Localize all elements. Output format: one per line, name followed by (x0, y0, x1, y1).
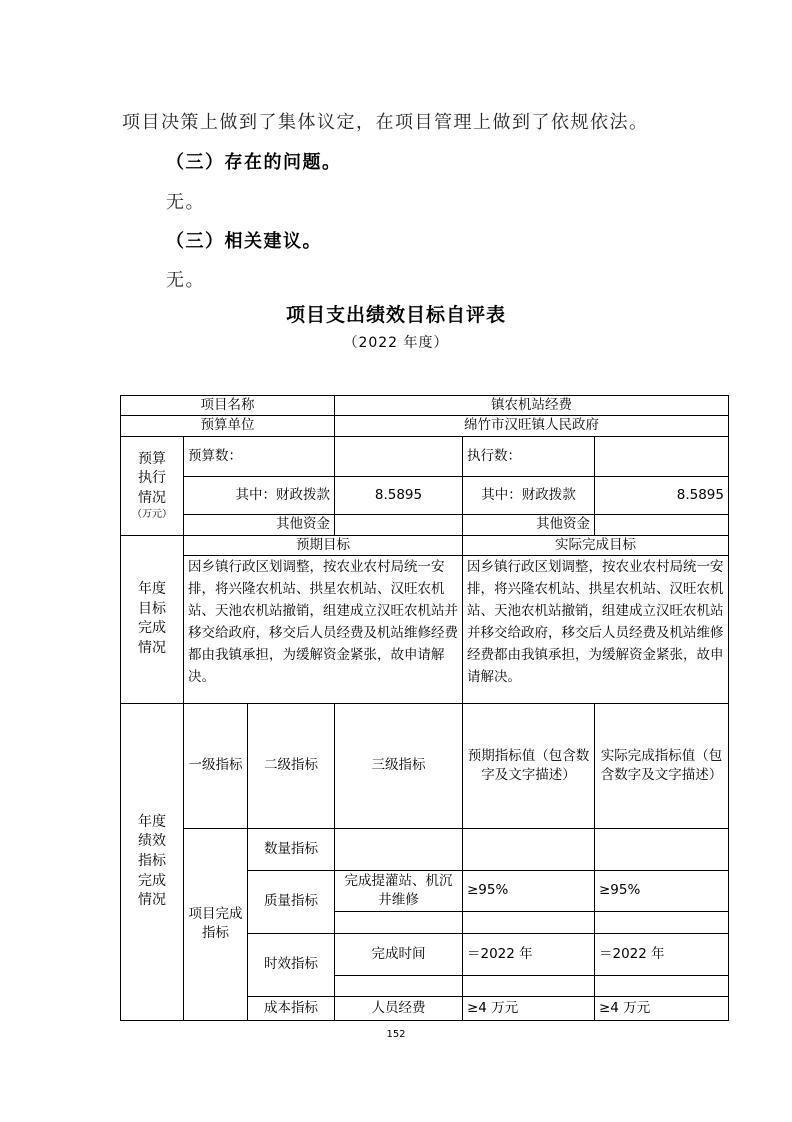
cost-expected: ≥4 万元 (463, 996, 595, 1020)
other-funds-value-2 (595, 514, 729, 535)
annual-goal-label (121, 535, 184, 703)
level1-header: 一级指标 (184, 703, 248, 828)
timeliness-item-2 (335, 975, 463, 996)
other-funds-value-1 (335, 514, 463, 535)
paragraph-line: 项目决策上做到了集体议定，在项目管理上做到了依规依法。 (122, 112, 649, 133)
level2-header: 二级指标 (248, 703, 335, 828)
expected-value-header: 预期指标值（包含数字及文字描述） (463, 703, 595, 828)
quantity-expected (463, 828, 595, 870)
fiscal-value-1: 8.5895 (335, 476, 463, 514)
fiscal-value-2: 8.5895 (595, 476, 729, 514)
quantity-label: 数量指标 (248, 828, 335, 870)
timeliness-expected: ＝2022 年 (463, 933, 595, 975)
cost-label: 成本指标 (248, 996, 335, 1020)
actual-value-header: 实际完成指标值（包含数字及文字描述） (595, 703, 729, 828)
quality-label: 质量指标 (248, 870, 335, 933)
timeliness-expected-2 (463, 975, 595, 996)
exec-amount-value (595, 436, 729, 476)
timeliness-actual: ＝2022 年 (595, 933, 729, 975)
perf-label (121, 703, 184, 1020)
section-heading-suggestions: （三）相关建议。 (166, 231, 322, 252)
budget-unit-label: 预算单位 (121, 415, 335, 436)
quantity-actual (595, 828, 729, 870)
cost-actual: ≥4 万元 (595, 996, 729, 1020)
project-name-label: 项目名称 (121, 396, 335, 416)
level3-header: 三级指标 (335, 703, 463, 828)
perf-label-text: 年度绩效指标完成情况 (138, 813, 166, 909)
quantity-item (335, 828, 463, 870)
page-number: 152 (386, 1029, 406, 1040)
annual-goal-label-text: 年度目标完成情况 (138, 581, 166, 656)
timeliness-label: 时效指标 (248, 933, 335, 996)
other-funds-label-1: 其他资金 (184, 514, 335, 535)
table-title: 项目支出绩效目标自评表 (285, 304, 506, 326)
quality-actual-2 (595, 911, 729, 933)
budget-amount-label: 预算数： (184, 436, 335, 476)
project-name-value: 镇农机站经费 (335, 396, 729, 416)
expected-goal-header: 预期目标 (184, 535, 463, 555)
actual-goal-text: 因乡镇行政区划调整，按农业农村局统一安排，将兴隆农机站、拱星农机站、汉旺农机站、天池农机站撤销，组建成立汉旺农机站并移交给政府，移交后人员经费及机站维修经费都由我镇承担，为缓解资金紧张，故申请解决。 (463, 555, 729, 703)
fiscal-label-2: 其中：财政拨款 (463, 476, 595, 514)
timeliness-item: 完成时间 (335, 933, 463, 975)
actual-goal-header: 实际完成目标 (463, 535, 729, 555)
output-label: 项目完成指标 (184, 828, 248, 1020)
quality-item-2 (335, 911, 463, 933)
budget-exec-label-text: 预算执行情况 (138, 450, 166, 506)
quality-actual: ≥95% (595, 870, 729, 911)
fiscal-label-1: 其中：财政拨款 (184, 476, 335, 514)
quality-expected: ≥95% (463, 870, 595, 911)
problems-text: 无。 (166, 192, 205, 213)
exec-amount-label: 执行数： (463, 436, 595, 476)
section-heading-problems: （三）存在的问题。 (166, 152, 342, 173)
table-year: （2022 年度） (343, 335, 449, 351)
budget-exec-label (121, 436, 184, 535)
cost-item: 人员经费 (335, 996, 463, 1020)
suggestions-text: 无。 (166, 270, 205, 291)
performance-table (120, 395, 729, 1021)
expected-goal-text: 因乡镇行政区划调整，按农业农村局统一安排，将兴隆农机站、拱星农机站、汉旺农机站、天池农机站撤销，组建成立汉旺农机站并移交给政府，移交后人员经费及机站维修经费都由我镇承担，为缓解资金紧张，故申请解决。 (184, 555, 463, 703)
budget-amount-value (335, 436, 463, 476)
timeliness-actual-2 (595, 975, 729, 996)
other-funds-label-2: 其他资金 (463, 514, 595, 535)
budget-unit-value: 绵竹市汉旺镇人民政府 (335, 415, 729, 436)
budget-exec-unit: （万元） (132, 509, 172, 521)
quality-item: 完成提灌站、机沉井维修 (335, 870, 463, 911)
quality-expected-2 (463, 911, 595, 933)
